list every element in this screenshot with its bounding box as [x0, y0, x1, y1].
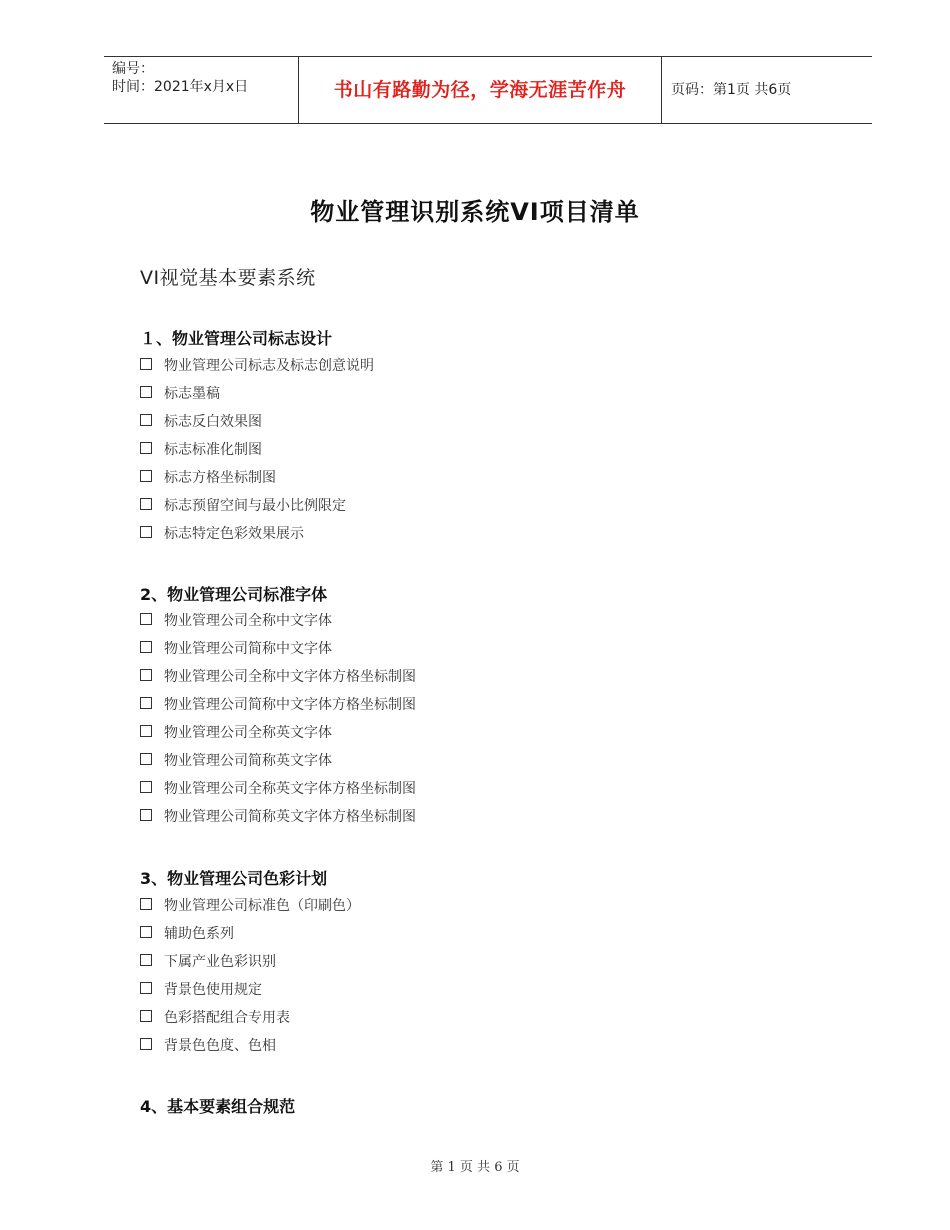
list-item: 物业管理公司全称英文字体方格坐标制图 [140, 775, 416, 803]
header-motto: 书山有路勤为径，学海无涯苦作舟 [333, 79, 627, 101]
checkbox-icon [140, 753, 152, 765]
section-item-list [140, 892, 360, 1060]
section-heading: 3、物业管理公司色彩计划 [140, 869, 328, 888]
checkbox-icon [140, 358, 152, 370]
list-item: 物业管理公司简称英文字体 [140, 747, 416, 775]
checkbox-icon [140, 725, 152, 737]
checkbox-icon [140, 498, 152, 510]
list-item: 标志标准化制图 [140, 436, 374, 464]
checkbox-icon [140, 442, 152, 454]
checkbox-icon [140, 414, 152, 426]
page-footer: 第 1 页 共 6 页 [430, 1160, 520, 1175]
checkbox-icon [140, 526, 152, 538]
section-item-list [140, 607, 416, 831]
document-subtitle: VI视觉基本要素系统 [140, 267, 316, 289]
checkbox-icon [140, 1010, 152, 1022]
list-item: 物业管理公司标志及标志创意说明 [140, 352, 374, 380]
list-item: 标志预留空间与最小比例限定 [140, 492, 374, 520]
section-heading: 2、物业管理公司标准字体 [140, 585, 328, 604]
list-item: 物业管理公司全称英文字体 [140, 719, 416, 747]
checkbox-icon [140, 641, 152, 653]
list-item: 下属产业色彩识别 [140, 948, 360, 976]
checkbox-icon [140, 613, 152, 625]
checkbox-icon [140, 697, 152, 709]
document-title: 物业管理识别系统VI项目清单 [310, 198, 640, 226]
checkbox-icon [140, 954, 152, 966]
checkbox-icon [140, 669, 152, 681]
list-item: 色彩搭配组合专用表 [140, 1004, 360, 1032]
section-heading: １、物业管理公司标志设计 [140, 329, 333, 348]
list-item: 物业管理公司标准色（印刷色） [140, 892, 360, 920]
header-page-info: 页码：第1页 共6页 [671, 82, 792, 98]
checkbox-icon [140, 898, 152, 910]
list-item: 物业管理公司简称中文字体 [140, 635, 416, 663]
list-item: 标志反白效果图 [140, 408, 374, 436]
checkbox-icon [140, 809, 152, 821]
list-item: 物业管理公司全称中文字体 [140, 607, 416, 635]
list-item: 标志方格坐标制图 [140, 464, 374, 492]
list-item: 辅助色系列 [140, 920, 360, 948]
list-item: 物业管理公司简称中文字体方格坐标制图 [140, 691, 416, 719]
checkbox-icon [140, 926, 152, 938]
checkbox-icon [140, 386, 152, 398]
checkbox-icon [140, 1038, 152, 1050]
list-item: 背景色使用规定 [140, 976, 360, 1004]
section-heading: 4、基本要素组合规范 [140, 1097, 296, 1116]
list-item: 标志墨稿 [140, 380, 374, 408]
list-item: 背景色色度、色相 [140, 1032, 360, 1060]
checkbox-icon [140, 982, 152, 994]
header-number-label: 编号： [112, 61, 154, 77]
checkbox-icon [140, 470, 152, 482]
header-date: 时间：2021年x月x日 [112, 79, 249, 95]
list-item: 标志特定色彩效果展示 [140, 520, 374, 548]
list-item: 物业管理公司全称中文字体方格坐标制图 [140, 663, 416, 691]
section-item-list [140, 352, 374, 548]
header-meta [112, 60, 248, 96]
checkbox-icon [140, 781, 152, 793]
header-divider [661, 57, 662, 123]
page-header [104, 56, 872, 124]
list-item: 物业管理公司简称英文字体方格坐标制图 [140, 803, 416, 831]
